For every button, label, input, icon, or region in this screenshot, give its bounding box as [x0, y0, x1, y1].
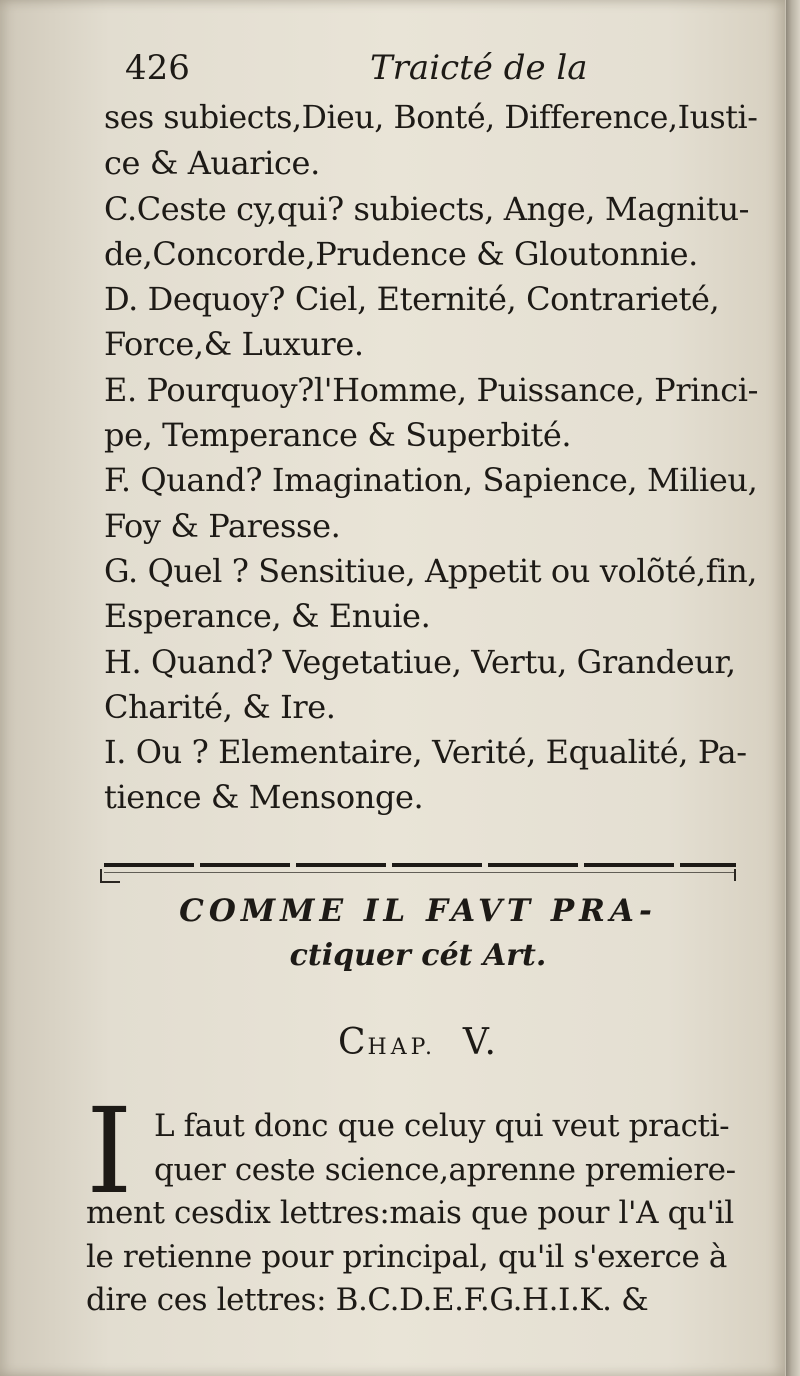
text-line: E. Pourquoy?l'Homme, Puissance, Princi-	[104, 370, 759, 409]
paragraph-line: L faut donc que celuy qui veut practi-	[154, 1108, 730, 1144]
text-line: pe, Temperance & Superbité.	[104, 416, 572, 455]
text-line: H. Quand? Vegetatiue, Vertu, Grandeur,	[104, 642, 736, 681]
paragraph-line: le retienne pour principal, qu'il s'exerce à	[86, 1238, 727, 1275]
chapter-heading-line2: ctiquer cét Art.	[289, 938, 547, 973]
text-line: G. Quel ? Sensitiue, Appetit ou volõté,fin,	[104, 551, 758, 590]
ornamental-rule	[100, 855, 736, 885]
chapter-label-cap: C	[337, 1022, 368, 1063]
paragraph-line: quer ceste science,aprenne premiere-	[154, 1151, 736, 1188]
text-line: F. Quand? Imagination, Sapience, Milieu,	[104, 461, 758, 500]
rule-left-tick	[100, 869, 120, 883]
drop-cap: I	[86, 1082, 133, 1220]
paragraph-line: dire ces lettres: B.C.D.E.F.G.H.I.K. &	[86, 1282, 649, 1318]
text-line: D. Dequoy? Ciel, Eternité, Contrarieté,	[104, 280, 720, 319]
text-line: Charité, & Ire.	[104, 687, 336, 726]
chapter-roman-numeral: V.	[462, 1022, 498, 1063]
text-line: I. Ou ? Elementaire, Verité, Equalité, Pa-	[104, 733, 747, 772]
rule-thin-bar	[104, 872, 736, 873]
text-line: de,Concorde,Prudence & Gloutonnie.	[104, 234, 698, 273]
chapter-paragraph	[86, 1082, 766, 1323]
chapter-number	[100, 1022, 736, 1063]
text-line: ce & Auarice.	[104, 144, 320, 183]
text-line: Foy & Paresse.	[104, 506, 341, 545]
page-number: 426	[125, 48, 190, 88]
text-line: C.Ceste cy,qui? subiects, Ange, Magnitu-	[104, 189, 750, 228]
chapter-label-small: HAP.	[367, 1035, 436, 1060]
text-line: Force,& Luxure.	[104, 325, 364, 364]
page-header	[125, 48, 595, 92]
text-line: Esperance, & Enuie.	[104, 597, 431, 636]
text-line: ses subiects,Dieu, Bonté, Difference,Iusti-	[104, 100, 758, 136]
paragraph-line: ment cesdix lettres:mais que pour l'A qu'il	[86, 1195, 734, 1231]
text-line: tience & Mensonge.	[104, 778, 424, 817]
running-title: Traicté de la	[370, 48, 588, 88]
chapter-heading-line1: COMME IL FAVT PRA-	[179, 893, 657, 929]
list-text-block	[104, 96, 764, 821]
rule-bar	[104, 863, 736, 867]
chapter-heading	[100, 888, 736, 978]
rule-right-tick	[724, 869, 736, 881]
book-page-edge	[786, 0, 800, 1376]
